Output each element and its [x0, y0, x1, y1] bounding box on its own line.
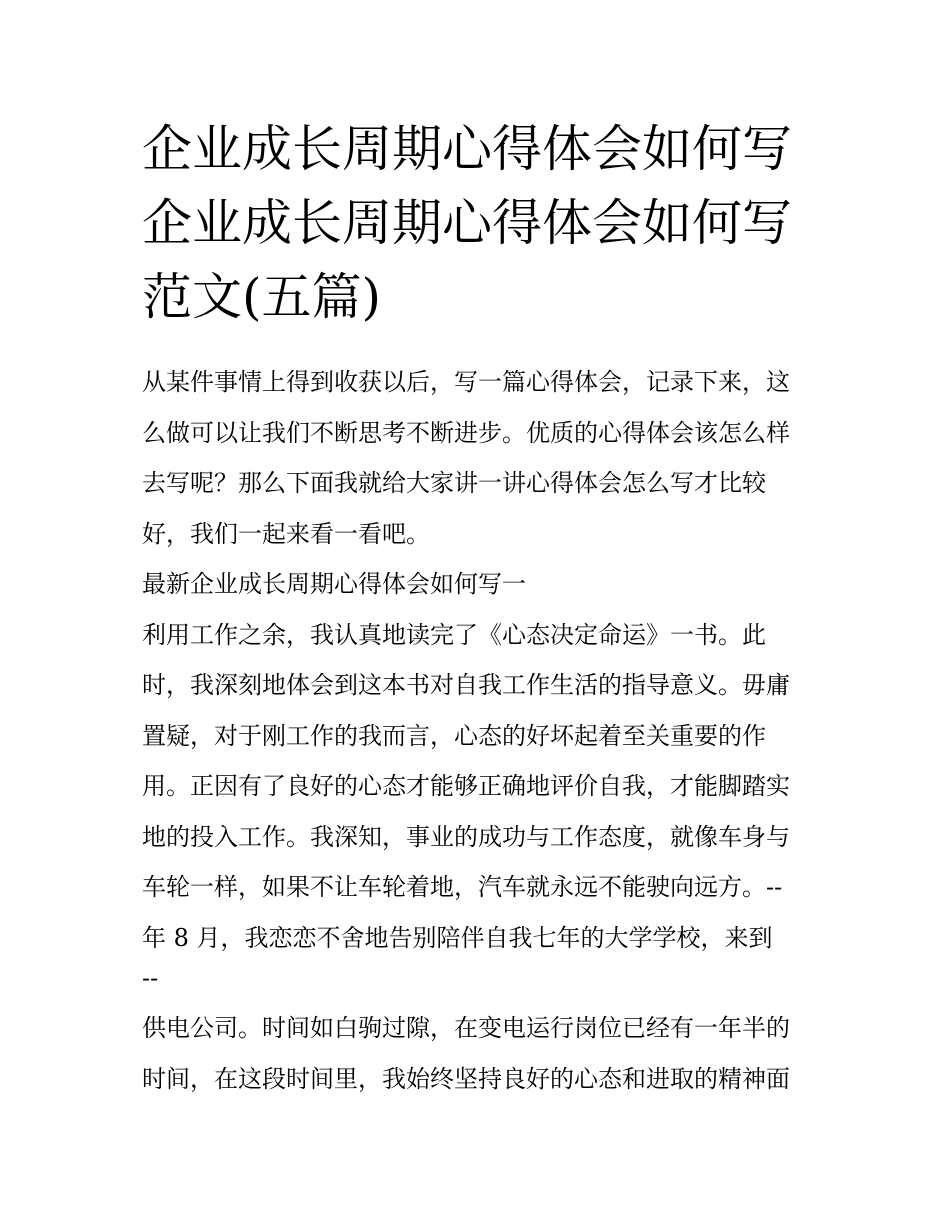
body-line: 供电公司。时间如白驹过隙，在变电运行岗位已经有一年半的 [142, 1014, 790, 1042]
body-line: 车轮一样，如果不让车轮着地，汽车就永远不能驶向远方。-- [142, 873, 783, 901]
body-line: 么做可以让我们不断思考不断进步。优质的心得体会该怎么样 [142, 418, 790, 447]
body-line: 用。正因有了良好的心态才能够正确地评价自我，才能脚踏实 [142, 772, 790, 800]
title-line: 企业成长周期心得体会如何写 [142, 194, 792, 252]
body-line: 时间，在这段时间里，我始终坚持良好的心态和进取的精神面 [142, 1064, 790, 1093]
body-line: 好，我们一起来看一看吧。 [142, 519, 430, 548]
body-line: 利用工作之余，我认真地读完了《心态决定命运》一书。此 [142, 620, 766, 649]
document-title [142, 112, 822, 334]
body-line: 去写呢？那么下面我就给大家讲一讲心得体会怎么写才比较 [142, 469, 766, 497]
body-line: 置疑，对于刚工作的我而言，心态的好坏起着至关重要的作 [142, 721, 766, 750]
body-line: 时，我深刻地体会到这本书对自我工作生活的指导意义。毋庸 [142, 671, 790, 699]
document-body [142, 357, 822, 1104]
section-heading: 最新企业成长周期心得体会如何写一 [142, 570, 526, 598]
body-line: 从某件事情上得到收获以后，写一篇心得体会，记录下来，这 [142, 368, 790, 396]
title-line: 企业成长周期心得体会如何写 [142, 120, 792, 178]
title-line: 范文(五篇) [142, 268, 382, 326]
body-line: 年 8 月，我恋恋不舍地告别陪伴自我七年的大学学校，来到 [142, 923, 773, 952]
body-line: 地的投入工作。我深知，事业的成功与工作态度，就像车身与 [142, 822, 790, 851]
body-line: -- [142, 964, 159, 992]
